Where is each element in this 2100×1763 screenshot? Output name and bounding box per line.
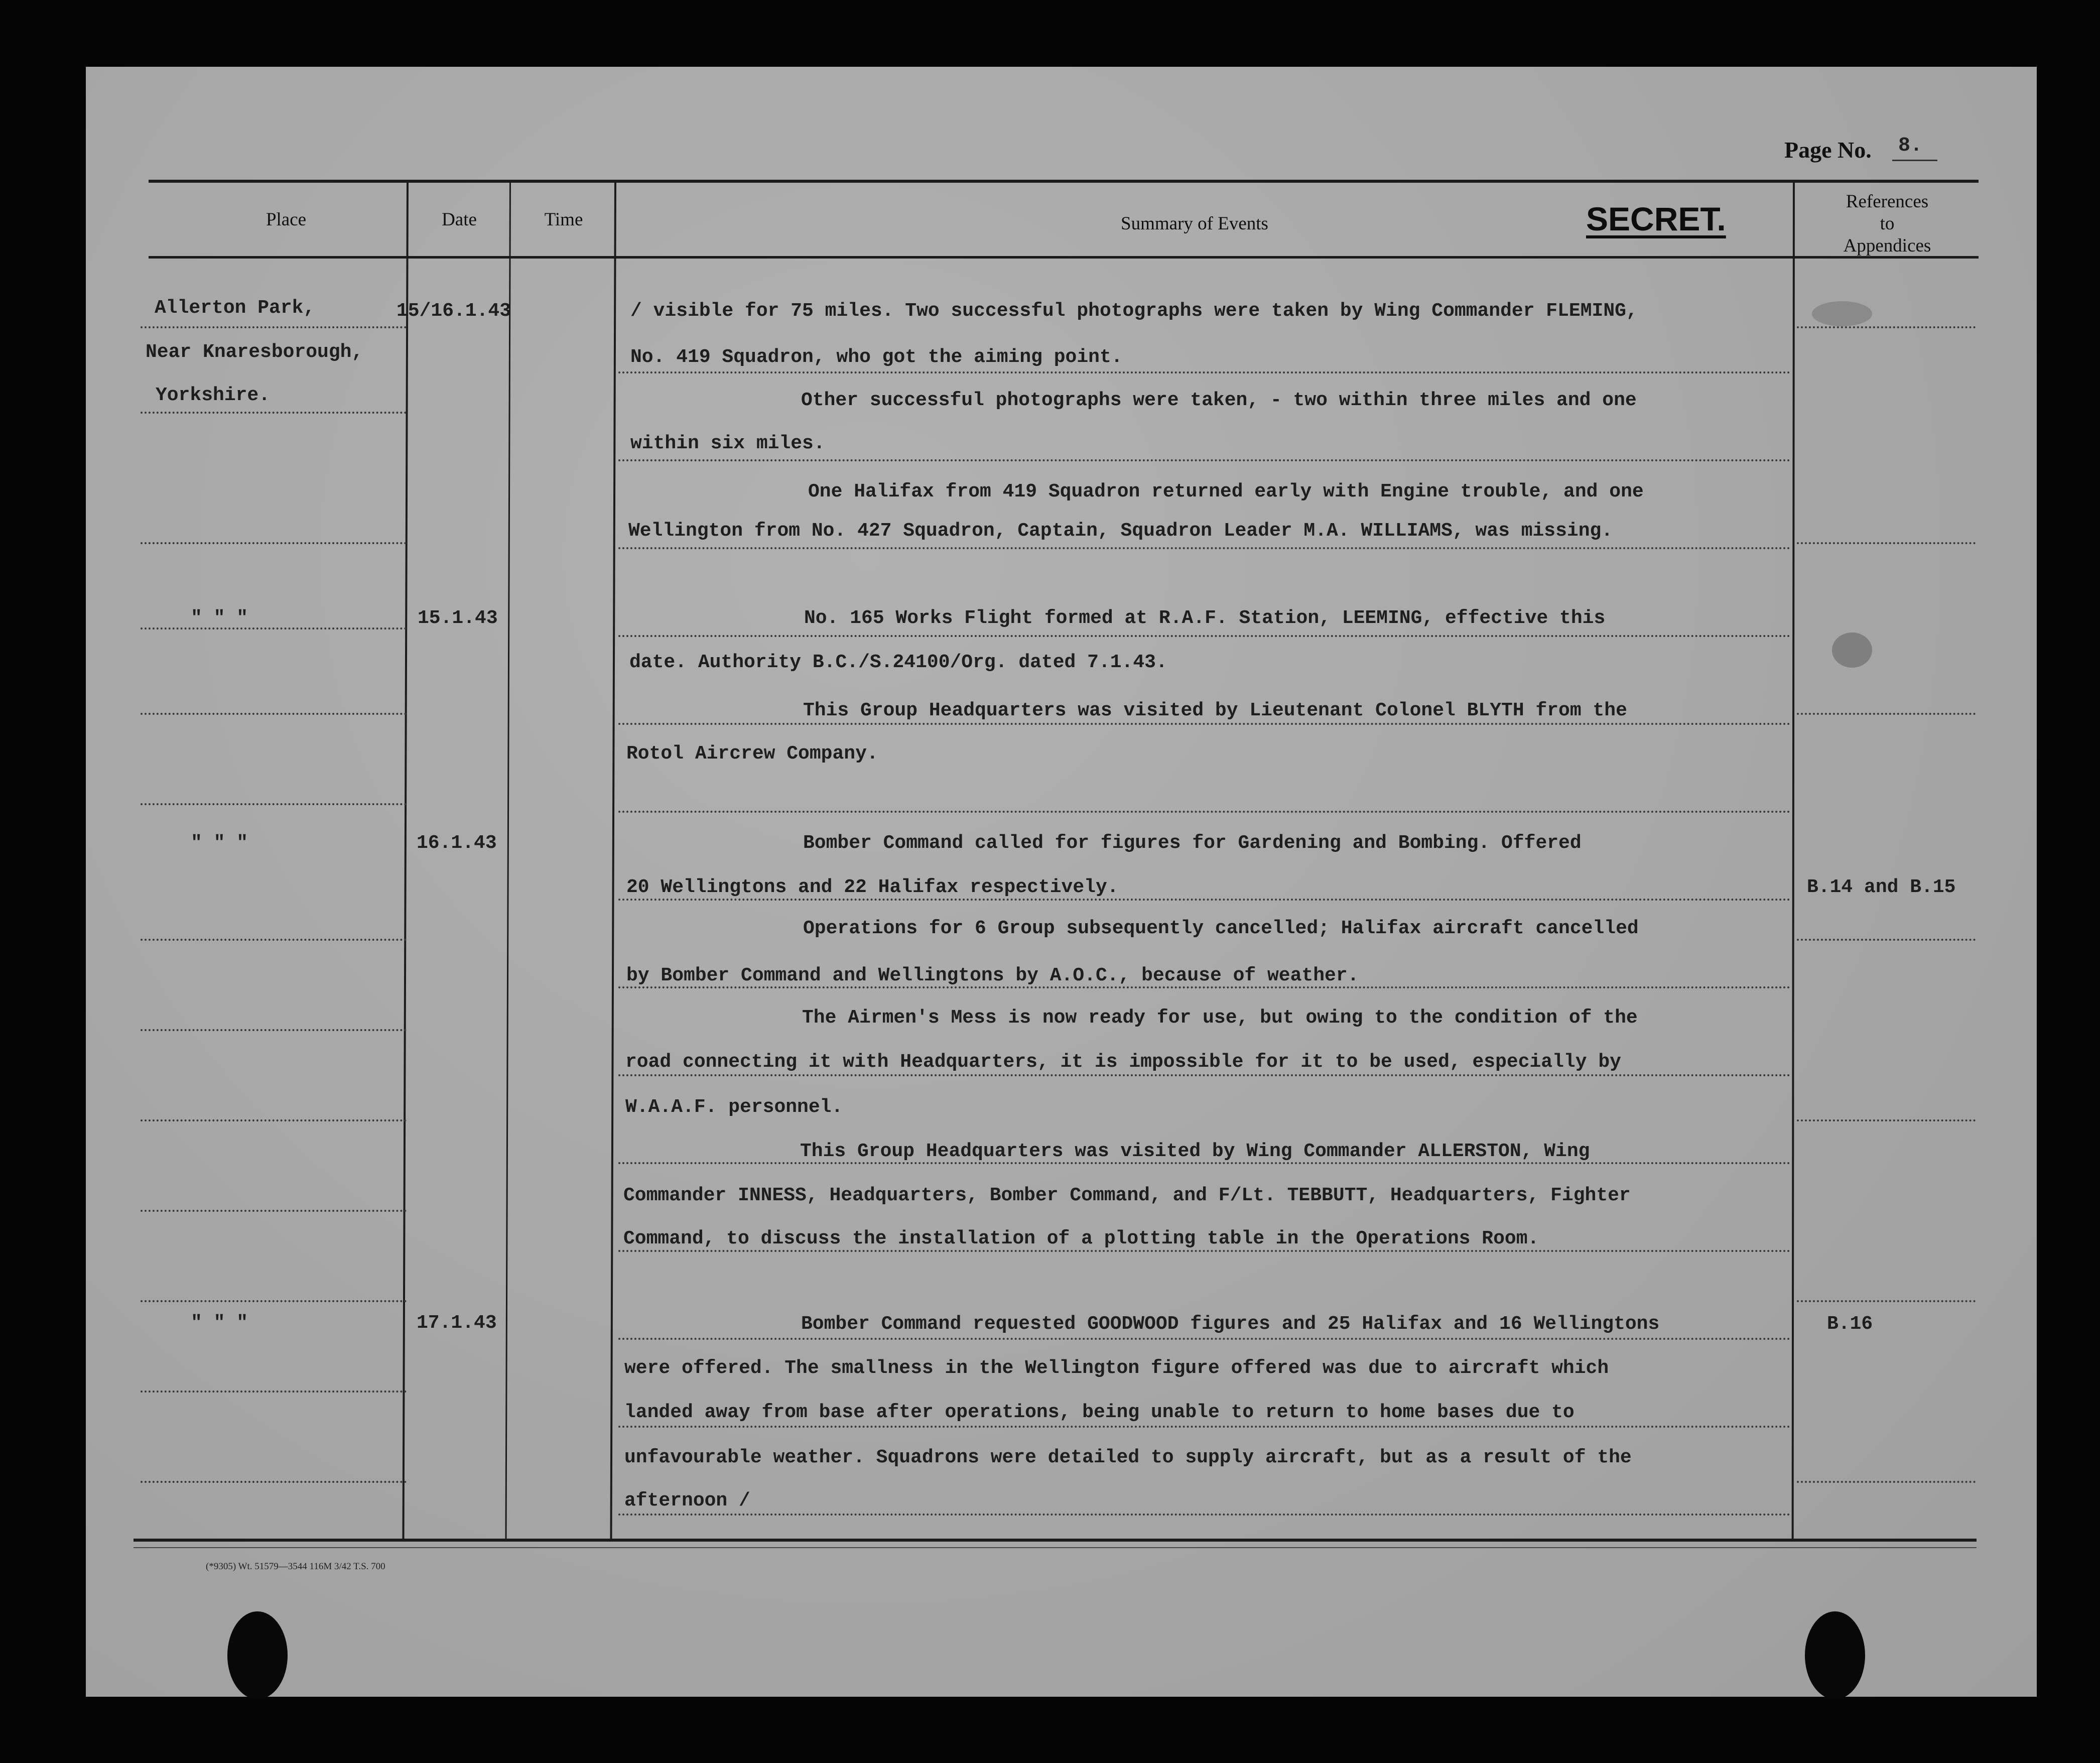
place-line: Yorkshire. xyxy=(156,385,271,406)
table-top-rule xyxy=(149,180,1979,183)
binding-hole xyxy=(1805,1611,1865,1699)
ruled-line-summary xyxy=(618,371,1791,373)
summary-line: landed away from base after operations, being unable to return to home bases due to xyxy=(624,1402,1574,1423)
ruled-line-left xyxy=(141,542,407,544)
ruled-line-refs xyxy=(1797,542,1976,544)
summary-line: This Group Headquarters was visited by Wing Commander ALLERSTON, Wing xyxy=(800,1141,1590,1162)
ink-smudge xyxy=(1832,633,1872,668)
appendix-reference: B.14 and B.15 xyxy=(1807,876,1956,898)
summary-line: 20 Wellingtons and 22 Halifax respectively. xyxy=(626,876,1119,898)
secret-stamp: SECRET. xyxy=(1586,200,1726,237)
date-entry: 15.1.43 xyxy=(418,607,498,629)
ruled-line-summary xyxy=(618,811,1791,813)
summary-line: / visible for 75 miles. Two successful photographs were taken by Wing Commander FLEMING, xyxy=(630,300,1638,322)
ruled-line-left xyxy=(141,1119,407,1121)
binding-hole xyxy=(227,1611,288,1699)
summary-line: The Airmen's Mess is now ready for use, but owing to the condition of the xyxy=(802,1007,1638,1029)
header-summary: Summary of Events xyxy=(1121,213,1268,234)
date-entry: 16.1.43 xyxy=(417,832,497,854)
summary-line: Bomber Command requested GOODWOOD figures and 25 Halifax and 16 Wellingtons xyxy=(801,1313,1660,1335)
ruled-line-summary xyxy=(618,547,1791,549)
page-number-label: Page No. xyxy=(1784,137,1872,163)
ditto-marks: " " " xyxy=(191,1312,248,1334)
appendix-reference: B.16 xyxy=(1827,1313,1873,1335)
header-references-line: Appendices xyxy=(1843,235,1931,256)
table-bottom-rule xyxy=(134,1539,1977,1542)
ruled-line-left xyxy=(141,1300,407,1302)
summary-line: No. 419 Squadron, who got the aiming point. xyxy=(630,346,1123,368)
header-references-line: to xyxy=(1880,213,1895,234)
ruled-line-refs xyxy=(1797,326,1976,328)
page-number-value: 8. xyxy=(1898,135,1923,157)
header-references xyxy=(1802,191,1973,257)
ruled-line-summary xyxy=(618,635,1791,637)
ruled-line-summary xyxy=(618,1074,1791,1076)
header-time: Time xyxy=(544,209,583,230)
place-line: Allerton Park, xyxy=(155,297,315,319)
ditto-marks: " " " xyxy=(191,607,248,629)
summary-line: within six miles. xyxy=(630,433,825,454)
summary-line: afternoon / xyxy=(624,1490,750,1512)
form-print-code: (*9305) Wt. 51579—3544 116M 3/42 T.S. 700 xyxy=(206,1561,385,1572)
ruled-line-left xyxy=(141,939,407,941)
ruled-line-summary xyxy=(618,723,1791,725)
ruled-line-refs xyxy=(1797,1300,1976,1302)
ruled-line-summary xyxy=(618,459,1791,461)
summary-line: by Bomber Command and Wellingtons by A.O.C., because of weather. xyxy=(626,965,1359,986)
ruled-line-left xyxy=(141,1210,407,1212)
summary-line: unfavourable weather. Squadrons were detailed to supply aircraft, but as a result of the xyxy=(624,1447,1632,1468)
ruled-line-left xyxy=(141,1029,407,1031)
ditto-marks: " " " xyxy=(191,832,248,854)
ruled-line-refs xyxy=(1797,1481,1976,1483)
ruled-line-left xyxy=(141,326,407,328)
summary-line: No. 165 Works Flight formed at R.A.F. Station, LEEMING, effective this xyxy=(804,607,1606,629)
ruled-line-left xyxy=(141,1481,407,1483)
ruled-line-summary xyxy=(618,1338,1791,1340)
summary-line: road connecting it with Headquarters, it is impossible for it to be used, especially by xyxy=(625,1051,1621,1073)
summary-line: Bomber Command called for figures for Gardening and Bombing. Offered xyxy=(803,832,1582,854)
page-number-underline xyxy=(1892,160,1937,161)
header-date: Date xyxy=(442,209,477,230)
ruled-line-left xyxy=(141,803,407,805)
footer-rule xyxy=(134,1547,1977,1548)
summary-line: This Group Headquarters was visited by Lieutenant Colonel BLYTH from the xyxy=(803,700,1627,721)
place-line: Near Knaresborough, xyxy=(146,341,363,363)
ruled-line-refs xyxy=(1797,713,1976,715)
header-references-line: References xyxy=(1846,191,1929,212)
ruled-line-left xyxy=(141,713,407,715)
ruled-line-refs xyxy=(1797,939,1976,941)
date-entry: 15/16.1.43 xyxy=(397,300,511,322)
summary-line: One Halifax from 419 Squadron returned early with Engine trouble, and one xyxy=(808,481,1644,502)
ruled-line-left xyxy=(141,1391,407,1393)
header-bottom-rule xyxy=(149,256,1979,259)
header-place: Place xyxy=(266,209,307,230)
date-entry: 17.1.43 xyxy=(417,1312,497,1334)
ink-smudge xyxy=(1812,301,1872,326)
ruled-line-summary xyxy=(618,1514,1791,1516)
summary-line: Rotol Aircrew Company. xyxy=(626,743,878,765)
ruled-line-left xyxy=(141,412,407,414)
ruled-line-summary xyxy=(618,1426,1791,1428)
summary-line: date. Authority B.C./S.24100/Org. dated 7.1.43. xyxy=(629,652,1167,673)
summary-line: Wellington from No. 427 Squadron, Captain, Squadron Leader M.A. WILLIAMS, was missing. xyxy=(628,520,1613,542)
ruled-line-left xyxy=(141,627,407,629)
summary-line: W.A.A.F. personnel. xyxy=(625,1096,843,1118)
ruled-line-refs xyxy=(1797,1119,1976,1121)
summary-line: were offered. The smallness in the Wellington figure offered was due to aircraft which xyxy=(624,1357,1609,1379)
summary-line: Operations for 6 Group subsequently cancelled; Halifax aircraft cancelled xyxy=(803,918,1639,939)
summary-line: Other successful photographs were taken, - two within three miles and one xyxy=(801,390,1637,411)
summary-line: Commander INNESS, Headquarters, Bomber Command, and F/Lt. TEBBUTT, Headquarters, Fighter xyxy=(623,1185,1631,1206)
summary-line: Command, to discuss the installation of a plotting table in the Operations Room. xyxy=(623,1228,1539,1249)
